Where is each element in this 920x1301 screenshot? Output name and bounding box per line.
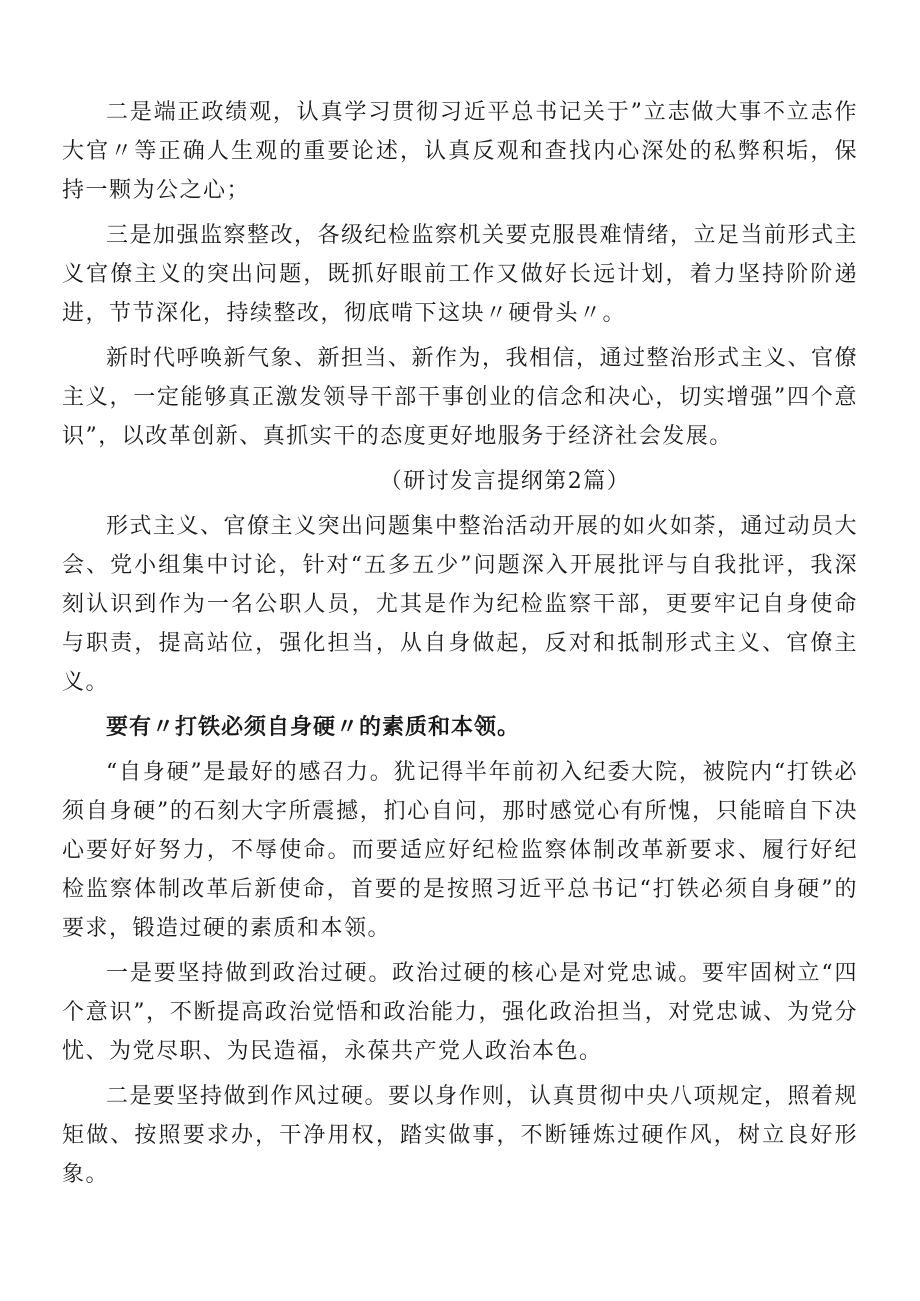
- paragraph-political-integrity: 一是要坚持做到政治过硬。政治过硬的核心是对党忠诚。要牢固树立“四个意识”，不断提高政治觉悟和政治能力，强化政治担当，对党忠诚、为党分忧、为党尽职、为民造福，永葆共产党人政治本色。: [62, 961, 858, 1064]
- section-heading: 要有〃打铁必须自身硬〃的素质和本领。: [106, 715, 521, 740]
- section-subtitle: （研讨发言提纲第2篇）: [379, 469, 631, 494]
- paragraph-rectification-activity: 形式主义、官僚主义突出问题集中整治活动开展的如火如荼，通过动员大会、党小组集中讨论，针对“五多五少”问题深入开展批评与自我批评，我深刻认识到作为一名公职人员，尤其是作为纪检监察干部，更要牢记自身使命与职责，提高站位，强化担当，从自身做起，反对和抵制形式主义、官僚主义。: [62, 514, 859, 695]
- paragraph-work-style: 二是要坚持做到作风过硬。要以身作则，认真贯彻中央八项规定，照着规矩做、按照要求办，干净用权，踏实做事，不断锤炼过硬作风，树立良好形象。: [62, 1084, 859, 1187]
- document-page: [62, 93, 858, 1200]
- paragraph-self-discipline: “自身硬”是最好的感召力。犹记得半年前初入纪委大院，被院内“打铁必须自身硬”的石刻大字所震撼，扪心自问，那时感觉心有所愧，只能暗自下决心要好好努力，不辱使命。而要适应好纪检监察体制改革新要求、履行好纪检监察体制改革后新使命，首要的是按照习近平总书记“打铁必须自身硬”的要求，锻造过硬的素质和本领。: [62, 760, 858, 941]
- paragraph-new-era: 新时代呼唤新气象、新担当、新作为，我相信，通过整治形式主义、官僚主义，一定能够真正激发领导干部干事创业的信念和决心，切实增强”四个意识”，以改革创新、真抓实干的态度更好地服务于经济社会发展。: [62, 346, 859, 449]
- paragraph-correct-performance-view: 二是端正政绩观，认真学习贯彻习近平总书记关于”立志做大事不立志作大官〃等正确人生观的重要论述，认真反观和查找内心深处的私弊积垢，保持一颗为公之心；: [62, 100, 858, 203]
- paragraph-strengthen-supervision: 三是加强监察整改，各级纪检监察机关要克服畏难情绪，立足当前形式主义官僚主义的突出问题，既抓好眼前工作又做好长远计划，着力坚持阶阶递进，节节深化，持续整改，彻底啃下这块〃硬骨头〃。: [62, 223, 859, 326]
